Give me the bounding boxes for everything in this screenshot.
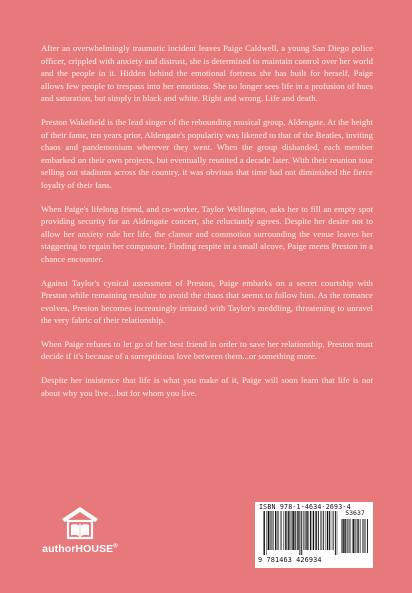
barcode-bar	[268, 511, 269, 550]
barcode-bar	[275, 511, 276, 550]
blurb-paragraph-2: Preston Wakefield is the lead singer of the rebounding musical group, Aldengate. At the height of their fame, ten years prior, Aldengate's popularity was likened to that of the Beatles, inviting chaos and pandemonium wherever they went. When the group disbanded, each member embarked on their own projects, but eventually reunited a decade later. With their reunion tour selling out stadiums across the country, it was obvious that time had not diminished the fierce loyalty of their fans.	[41, 116, 373, 190]
barcode-bar	[364, 519, 365, 553]
barcode-bar	[278, 511, 279, 550]
barcode-bar	[342, 519, 343, 553]
blurb-paragraph-4: Against Taylor's cynical assessment of Preston, Paige embarks on a secret courtship with Preston while remaining resolute to avoid the chaos that seems to follow him. As the romance evolves, Preston becomes increasingly irritated with Taylor's meddling, threatening to unravel the very fabric of their relationship.	[41, 277, 373, 326]
barcode-bar	[363, 519, 364, 553]
barcode-bar	[288, 511, 289, 550]
barcode-bar	[293, 511, 294, 550]
barcode-bar	[355, 519, 356, 553]
barcode-bar	[305, 511, 306, 550]
barcode-bar	[327, 511, 328, 550]
barcode-bar	[283, 511, 284, 550]
barcode-bar	[329, 511, 330, 550]
barcode-bar	[303, 511, 304, 550]
barcode-bar	[285, 511, 286, 550]
blurb-paragraph-3: When Paige's lifelong friend, and co-worker, Taylor Wellington, asks her to fill an empty spot providing security for an Aldengate concert, she reluctantly agrees. Despite her desire not to allow her anxiety rule her life, the clamor and commotion surrounding the venue leaves her staggering to regain her composure. Finding respite in a small alcove, Paige meets Preston in a chance encounter.	[41, 203, 373, 264]
publisher-name: authorHOUSE®	[42, 543, 118, 555]
barcode-bar	[367, 519, 368, 553]
barcode-bar	[266, 511, 267, 555]
blurb-paragraph-1: After an overwhelmingly traumatic incident leaves Paige Caldwell, a young San Diego police officer, crippled with anxiety and distrust, she is determined to maintain control over her world and the people in it. Hidden behind the emotional fortress she has built for herself, Paige allows few people to trespass into her emotions. She no longer sees life in a profusion of hues and saturation, but simply in black and white. Right and wrong. Life and death.	[41, 43, 373, 104]
barcode-bar	[353, 519, 354, 553]
back-cover-blurb	[41, 42, 373, 410]
ean13-digits: 9 781463 426934	[258, 556, 322, 564]
barcode-bar	[322, 511, 323, 550]
barcode-bar	[264, 511, 265, 555]
barcode-bar	[357, 519, 358, 553]
publisher-logo	[38, 505, 122, 555]
house-book-icon	[58, 505, 102, 541]
barcode-bar	[331, 511, 332, 550]
barcode-bar	[308, 511, 309, 550]
barcode-bar	[277, 511, 278, 550]
barcode-bar	[315, 511, 316, 550]
barcode-bar	[344, 519, 345, 553]
barcode-bar	[291, 511, 292, 550]
barcode-bar	[362, 519, 363, 553]
barcode-bar	[349, 519, 350, 553]
barcode-bar	[295, 511, 296, 550]
ean5-bars	[341, 519, 369, 553]
barcode-bar	[347, 519, 348, 553]
blurb-paragraph-5: When Paige refuses to let go of her best friend in order to save her relationship, Preston must decide if it's because of a surreptitious love between them...or something more.	[41, 338, 373, 362]
barcode-bar	[337, 511, 338, 555]
barcode-bar	[335, 511, 336, 555]
blurb-paragraph-6: Despite her insistence that life is what you make of it, Paige will soon learn that life is not about why you live…but for whom you live.	[41, 375, 373, 398]
barcode-bar	[325, 511, 326, 550]
barcode-bar	[272, 511, 273, 550]
barcode-bar	[301, 511, 302, 555]
barcode-bar	[320, 511, 321, 550]
barcode-bar	[310, 511, 311, 550]
barcode-bar	[306, 511, 307, 550]
barcode-bar	[273, 511, 274, 550]
barcode-bar	[292, 511, 293, 550]
barcode-bar	[358, 519, 359, 553]
barcode-bar	[281, 511, 282, 550]
isbn-label: ISBN 978-1-4634-2693-4	[259, 503, 351, 511]
barcode-bar	[342, 519, 343, 553]
barcode-bar	[360, 519, 361, 553]
barcode-bar	[323, 511, 324, 550]
barcode-bar	[286, 511, 287, 550]
barcode-bar	[299, 511, 300, 555]
price-code-digits: 53637	[345, 509, 365, 517]
ean13-bars	[263, 511, 338, 555]
barcode-bar	[352, 519, 353, 553]
barcode-bar	[270, 511, 271, 550]
barcode-bar	[318, 511, 319, 550]
barcode-bar	[280, 511, 281, 550]
isbn-barcode	[255, 502, 373, 568]
barcode-bar	[313, 511, 314, 550]
barcode-bar	[297, 511, 298, 550]
barcode-bar	[333, 511, 334, 550]
barcode-bar	[351, 519, 352, 553]
